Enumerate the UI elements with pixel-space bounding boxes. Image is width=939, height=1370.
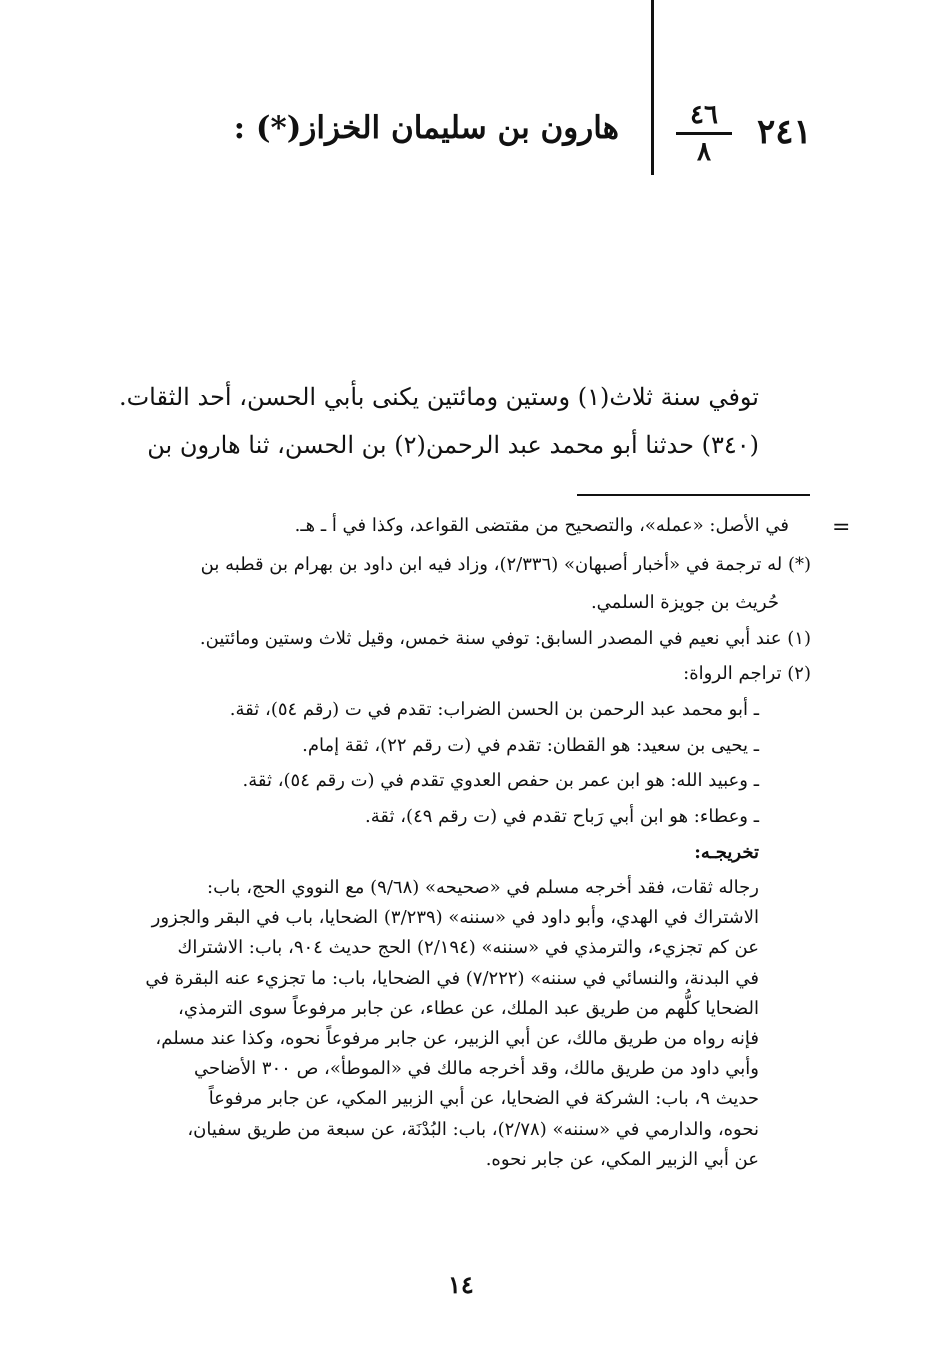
fraction-denominator: ٨ [697,137,711,167]
continuation-mark: = [832,515,851,540]
main-text-line-2: (٣٤٠) حدثنا أبو محمد عبد الرحمن(٢) بن الحسن، ثنا هارون بن [147,431,759,459]
footnote-separator [577,494,810,496]
footnote-line: (*) له ترجمة في «أخبار أصبهان» (٢/٣٣٦)، وزاد فيه ابن داود بن بهرام بن قطبه بن [200,554,811,575]
takhrij-line: وأبي داود من طريق مالك، وقد أخرجه مالك في «الموطأ»، ص ٣٠٠ الأضاحي [193,1058,759,1080]
takhrij-line: نحوه، والدارمي في «سننه» (٢/٧٨)، باب: البُدْنَة، عن سبعة من طريق سفيان، [187,1118,759,1140]
entry-title: هارون بن سليمان الخزاز(*) : [233,110,619,146]
takhrij-line: رجاله ثقات، فقد أخرجه مسلم في «صحيحه» (٩/٦٨) مع النووي الحج، باب: [207,877,759,898]
footnote-line: (١) عند أبي نعيم في المصدر السابق: توفي سنة خمس، وقيل ثلاث وستين ومائتين. [199,628,811,649]
takhrij-line: الاشتراك في الهدي، وأبو داود في «سننه» (٣/٢٣٩) الضحايا، باب في البقر والجزور [151,907,759,929]
footnote-line: حُريث بن جويزة السلمي. [590,592,779,613]
takhrij-line: الضحايا كلُّهم من طريق عبد الملك، عن عطاء، عن جابر مرفوعاً سوى الترمذي، [178,997,759,1019]
footnote-line: في الأصل: «عمله»، والتصحيح من مقتضى القواعد، وكذا في أ ـ هـ. [294,515,789,536]
header-vertical-rule [651,0,654,175]
takhrij-line: حديث ٩، باب: الشركة في الضحايا، عن أبي الزبير المكي، عن جابر مرفوعاً [208,1088,759,1110]
manuscript-folio-fraction [676,100,732,167]
takhrij-line: عن أبي الزبير المكي، عن جابر نحوه. [485,1148,759,1170]
fraction-bar [676,132,732,135]
takhrij-paragraph [114,873,759,1175]
main-text-line-1: توفي سنة ثلاث(١) وستين ومائتين يكنى بأبي الحسن، أحد الثقات. [118,383,759,411]
footnote-line: ـ أبو محمد عبد الرحمن بن الحسن الضراب: تقدم في ت (رقم ٥٤)، ثقة. [229,699,759,720]
footnote-line: ـ وعبيد الله: هو ابن عمر بن حفص العدوي تقدم في (ت رقم ٥٤)، ثقة. [242,770,759,791]
entry-number: ٢٤١ [757,112,812,152]
takhrij-line: في البدنة، والنسائي في سننه» (٧/٢٢٢) في الضحايا، باب: ما تجزيء عنه البقرة في [145,967,759,989]
takhrij-line: فإنه رواه من طريق مالك، عن أبي الزبير، عن جابر مرفوعاً نحوه، وكذا عند مسلم، [155,1028,759,1050]
takhrij-line: عن كم تجزيء، والترمذي في «سننه» (٢/١٩٤) الحج حديث ٩٠٤، باب: الاشتراك [177,937,759,959]
footnote-line: ـ وعطاء: هو ابن أبي رَباح تقدم في (ت رقم ٤٩)، ثقة. [365,806,759,827]
takhrij-heading: تخريجـه: [694,842,759,863]
fraction-numerator: ٤٦ [690,100,718,130]
footnote-line: ـ يحيى بن سعيد: هو القطان: تقدم في (ت رقم ٢٢)، ثقة إمام. [302,735,759,756]
page-number: ١٤ [448,1270,474,1299]
footnote-line: (٢) تراجم الرواة: [683,663,811,684]
